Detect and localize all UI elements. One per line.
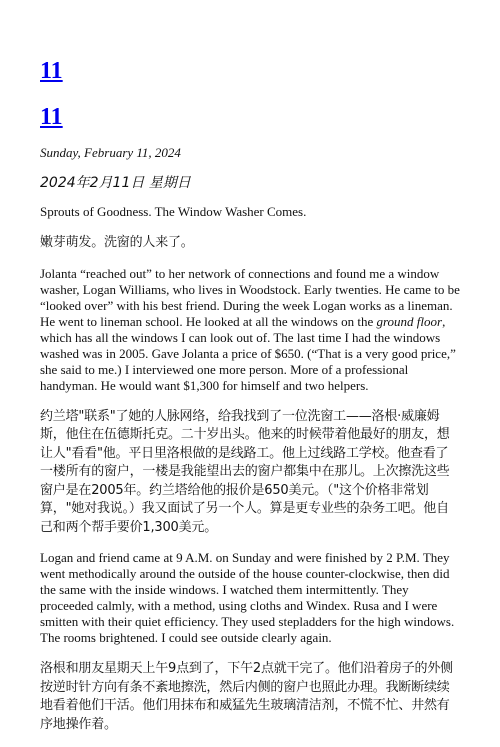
post-date-chinese: 2024年2月11日 星期日: [40, 175, 191, 191]
paragraph-zh-sunday: 洛根和朋友星期天上午9点到了，下午2点就干完了。他们沿着房子的外侧按逆时针方向有条不紊地擦洗，然后内侧的窗户也照此办理。我断断续续地看着他们干活。他们用抹布和威猛先生玻璃清洁剂，不慌不忙、井然有序地操作着。: [40, 661, 453, 732]
paragraph-en-sunday: Logan and friend came at 9 A.M. on Sunday and were finished by 2 P.M. They went methodically around the outside of the house counter-clockwise, then did the same with the inside windows. I watched them intermittently. They proceeded calmly, with a method, using cloths and Windex. Rusa and I were smitten with their quiet efficiency. They used stepladders for the high windows. The rooms brightened. I could see outside clearly again.: [40, 550, 455, 645]
paragraph-en-heading: Sprouts of Goodness. The Window Washer Comes.: [40, 204, 307, 219]
post-title-link-repeat[interactable]: 11: [40, 104, 63, 130]
post-body: [40, 204, 460, 747]
paragraph-zh-heading: 嫩芽萌发。洗窗的人来了。: [40, 235, 194, 250]
paragraph-text: Jolanta “reached out” to her network of connections and found me a window washer, Logan Williams, who lives in Woodstock. Early twenties. He came to be “looked over” with his best friend. During the week Logan works as a lineman. He went to lineman school. He looked at all the windows on the: [40, 265, 460, 329]
paragraph-emphasis: ground floor: [376, 313, 443, 329]
paragraph-zh-window-washer: 约兰塔"联系"了她的人脉网络，给我找到了一位洗窗工——洛根·威廉姆斯，他住在伍德斯托克。二十岁出头。他来的时候带着他最好的朋友，想让人"看看"他。平日里洛根做的是线路工。他上过线路工学校。他查看了一楼所有的窗户，一楼是我能望出去的窗户都集中在那儿。上次擦洗这些窗户是在2005年。约兰塔给他的报价是650美元。（"这个价格非常划算，"她对我说。）我又面试了另一个人。算是更专业些的杂务工吧。他自己和两个帮手要价1,300美元。: [40, 408, 450, 535]
paragraph-en-window-washer: [40, 266, 460, 394]
post-title-link[interactable]: 11: [40, 58, 63, 84]
post-date-english: Sunday, February 11, 2024: [40, 145, 181, 160]
paragraph-text: , which has all the windows I can look out of. The last time I had the windows washed was in 2005. Gave Jolanta a price of $650. (“That is a very good price,” she said to me.) I interviewed one more person. More of a professional handyman. He would want $1,300 for himself and two helpers.: [40, 313, 456, 393]
